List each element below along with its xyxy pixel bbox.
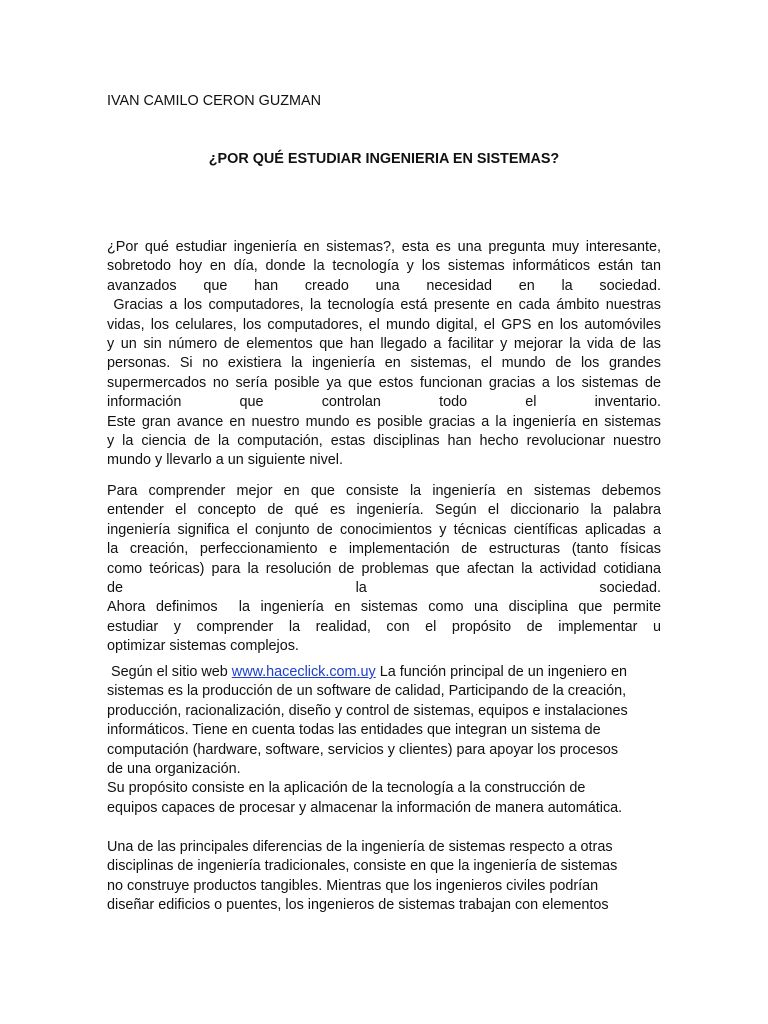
paragraph-line: avanzados que han creado una necesidad en la sociedad.	[107, 277, 661, 294]
paragraph-line: producción, racionalización, diseño y control de sistemas, equipos e instalaciones	[107, 702, 628, 719]
paragraph-line: Ahora definimos la ingeniería en sistemas como una disciplina que permite	[107, 599, 661, 616]
paragraph-line: informáticos. Tiene en cuenta todas las entidades que integran un sistema de	[107, 722, 601, 739]
paragraph-line: mundo y llevarlo a un siguiente nivel.	[107, 452, 343, 469]
paragraph-1	[107, 238, 661, 471]
paragraph-text: La función principal de un ingeniero en	[375, 664, 627, 680]
paragraph-line: disciplinas de ingeniería tradicionales, consiste en que la ingeniería de sistemas	[107, 858, 618, 875]
document-title: ¿POR QUÉ ESTUDIAR INGENIERIA EN SISTEMAS?	[208, 151, 560, 167]
paragraph-line: de una organización.	[107, 761, 241, 778]
paragraph-line: sistemas es la producción de un software de calidad, Participando de la creación,	[107, 683, 627, 700]
paragraph-line: optimizar sistemas complejos.	[107, 638, 299, 655]
paragraph-line: y la ciencia de la computación, estas disciplinas han hecho revolucionar nuestro	[107, 432, 661, 449]
author-name: IVAN CAMILO CERON GUZMAN	[107, 93, 322, 109]
paragraph-line: Gracias a los computadores, la tecnología está presente en cada ámbito nuestras	[107, 297, 661, 314]
paragraph-line: supermercados no sería posible ya que estos funcionan gracias a los sistemas de	[107, 374, 661, 391]
paragraph-line	[107, 663, 661, 682]
paragraph-3	[107, 663, 661, 818]
paragraph-line: Una de las principales diferencias de la ingeniería de sistemas respecto a otras	[107, 839, 613, 855]
paragraph-4	[107, 838, 661, 916]
paragraph-line: entender el concepto de qué es ingeniería. Según el diccionario la palabra	[107, 502, 661, 519]
paragraph-line: Este gran avance en nuestro mundo es posible gracias a la ingeniería en sistemas	[107, 413, 661, 430]
paragraph-line: y un sin número de elementos que han llegado a facilitar y mejorar la vida de las	[107, 335, 661, 352]
paragraph-line: sobretodo hoy en día, donde la tecnología y los sistemas informáticos están tan	[107, 258, 661, 275]
paragraph-line: personas. Si no existiera la ingeniería en sistemas, el mundo de los grandes	[107, 355, 661, 372]
paragraph-line: diseñar edificios o puentes, los ingenieros de sistemas trabajan con elementos	[107, 897, 609, 914]
paragraph-line: computación (hardware, software, servicios y clientes) para apoyar los procesos	[107, 741, 619, 758]
website-link[interactable]: www.haceclick.com.uy	[231, 664, 376, 680]
paragraph-line: de la sociedad.	[107, 579, 661, 596]
paragraph-line: Su propósito consiste en la aplicación de la tecnología a la construcción de	[107, 780, 586, 797]
paragraph-line: ingeniería significa el conjunto de conocimientos y técnicas científicas aplicadas a	[107, 521, 661, 538]
paragraph-line: como teóricas) para la resolución de problemas que afectan la actividad cotidiana	[107, 560, 661, 577]
paragraph-line: estudiar y comprender la realidad, con el propósito de implementar u	[107, 618, 661, 635]
paragraph-2	[107, 482, 661, 657]
paragraph-text: Según el sitio web	[107, 664, 232, 680]
paragraph-line: ¿Por qué estudiar ingeniería en sistemas?, esta es una pregunta muy interesante,	[107, 239, 661, 255]
paragraph-line: equipos capaces de procesar y almacenar la información de manera automática.	[107, 799, 623, 816]
paragraph-line: no construye productos tangibles. Mientras que los ingenieros civiles podrían	[107, 877, 599, 894]
paragraph-line: Para comprender mejor en que consiste la ingeniería en sistemas debemos	[107, 483, 661, 499]
paragraph-line: información que controlan todo el inventario.	[107, 394, 661, 411]
paragraph-line: la creación, perfeccionamiento e implementación de estructuras (tanto físicas	[107, 541, 661, 558]
paragraph-line: vidas, los celulares, los computadores, el mundo digital, el GPS en los automóviles	[107, 316, 661, 333]
